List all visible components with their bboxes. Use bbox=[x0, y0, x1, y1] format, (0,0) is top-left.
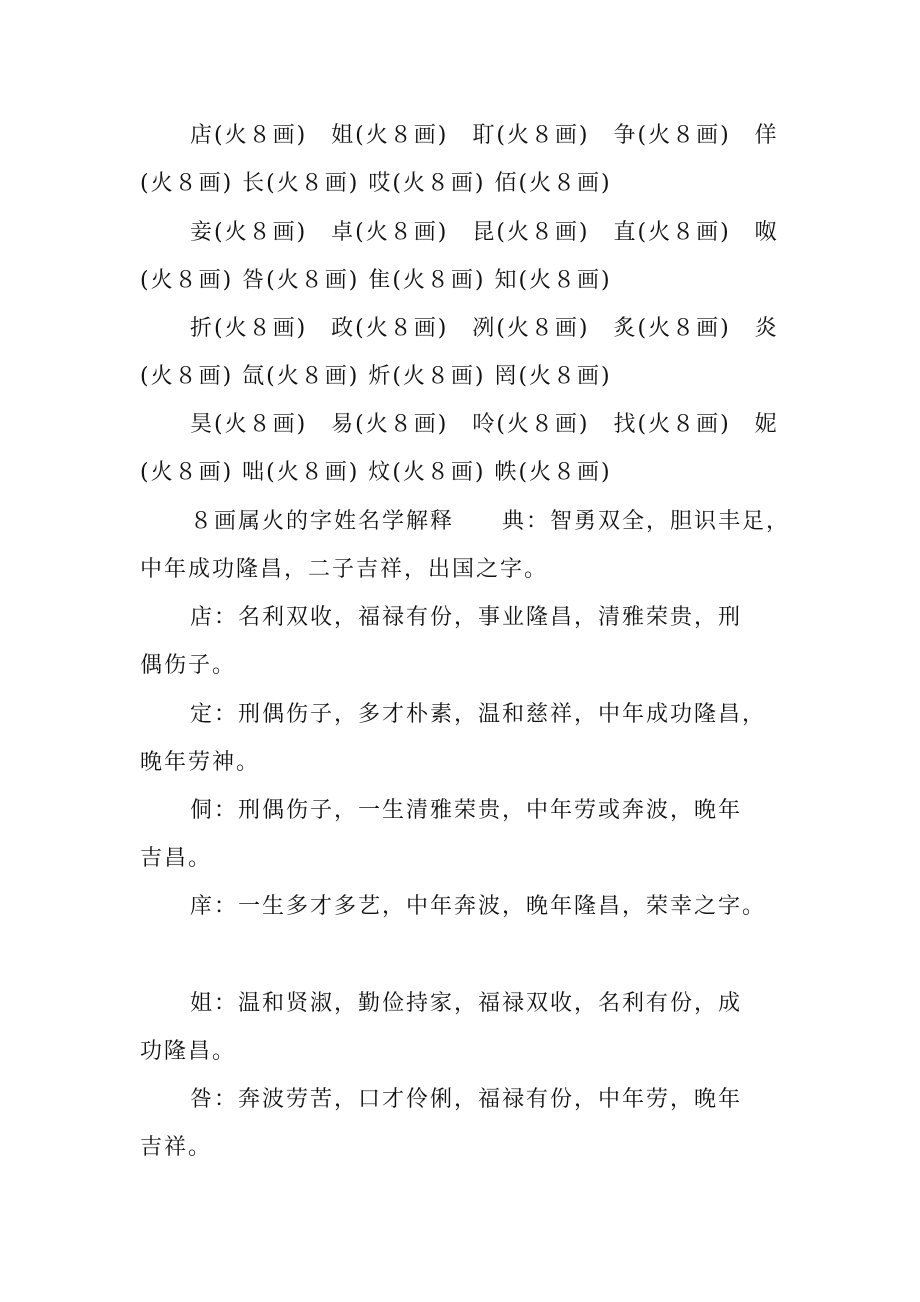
text-line: 中年成功隆昌，二子吉祥，出国之字。 bbox=[140, 557, 549, 582]
text-line: ８画属火的字姓名学解释 典：智勇双全，胆识丰足， bbox=[190, 509, 791, 534]
text-line: 吉昌。 bbox=[140, 846, 213, 871]
text-line: 昊(火８画) 易(火８画) 呤(火８画) 找(火８画) 妮 bbox=[190, 412, 779, 437]
text-line: 侗：刑偶伤子，一生清雅荣贵，中年劳或奔波，晚年 bbox=[190, 798, 743, 823]
text-line: 妾(火８画) 卓(火８画) 昆(火８画) 直(火８画) 呶 bbox=[190, 220, 779, 245]
text-line: (火８画) 氙(火８画) 炘(火８画) 罔(火８画) bbox=[140, 364, 612, 389]
text-line: 庠：一生多才多艺，中年奔波，晚年隆昌，荣幸之字。 bbox=[190, 894, 767, 919]
text-line: 定：刑偶伤子，多才朴素，温和慈祥，中年成功隆昌， bbox=[190, 702, 767, 727]
text-line: 偶伤子。 bbox=[140, 653, 237, 678]
text-line: 店(火８画) 姐(火８画) 耵(火８画) 争(火８画) 佯 bbox=[190, 123, 779, 148]
text-line: 咎：奔波劳苦，口才伶俐，福禄有份，中年劳，晚年 bbox=[190, 1087, 743, 1112]
text-line: 功隆昌。 bbox=[140, 1039, 237, 1064]
text-line: 姐：温和贤淑，勤俭持家，福禄双收，名利有份，成 bbox=[190, 991, 743, 1016]
text-line: (火８画) 咄(火８画) 炆(火８画) 帙(火８画) bbox=[140, 460, 612, 485]
text-line: (火８画) 长(火８画) 哎(火８画) 佰(火８画) bbox=[140, 171, 612, 196]
text-line: 折(火８画) 政(火８画) 冽(火８画) 炙(火８画) 炎 bbox=[190, 316, 779, 341]
text-line: (火８画) 咎(火８画) 隹(火８画) 知(火８画) bbox=[140, 268, 612, 293]
text-line: 晚年劳神。 bbox=[140, 750, 261, 775]
text-line: 吉祥。 bbox=[140, 1135, 213, 1160]
text-line: 店：名利双收，福禄有份，事业隆昌，清雅荣贵，刑 bbox=[190, 605, 743, 630]
